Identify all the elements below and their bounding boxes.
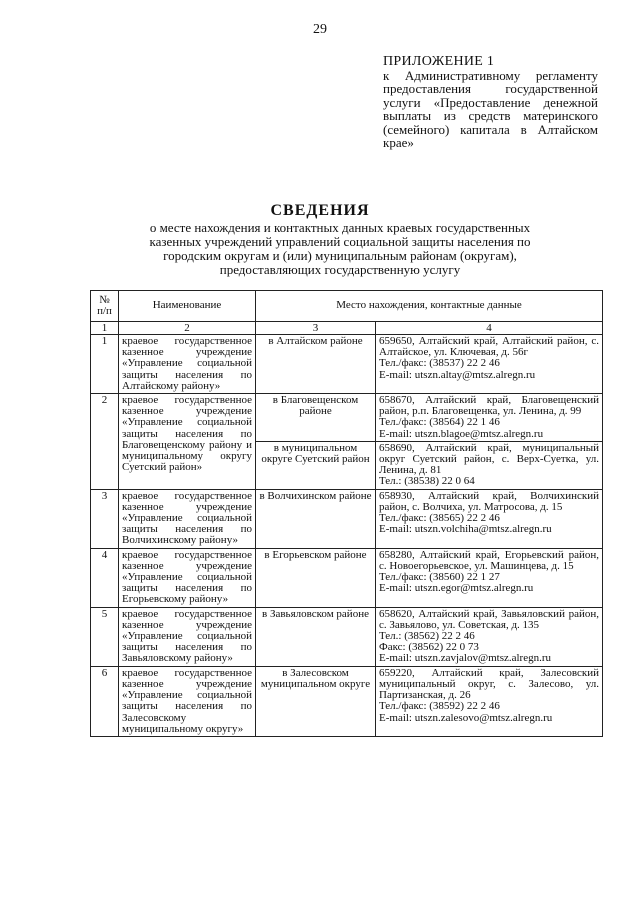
table-header-row	[91, 291, 603, 322]
office-email[interactable]: E-mail: utszn.egor@mtsz.alregn.ru	[379, 582, 534, 595]
office-place: в Волчихинском районе	[256, 489, 376, 548]
row-number: 2	[91, 394, 119, 490]
office-address: 658690, Алтайский край, муниципальный округ Суетский район, с. Верх-Суетка, ул. Ленина, д. 81	[379, 441, 600, 477]
table-row	[91, 489, 603, 548]
column-number: 3	[256, 322, 376, 335]
appendix-block	[383, 55, 598, 150]
institution-name: краевое государственное казенное учреждение «Управление социальной защиты населения по Егорьевскому району»	[119, 548, 256, 607]
office-place: в Алтайском районе	[256, 335, 376, 394]
appendix-title: ПРИЛОЖЕНИЕ 1	[383, 54, 495, 69]
table-row	[91, 548, 603, 607]
office-phone: Тел./факс: (38565) 22 2 46	[379, 512, 500, 525]
office-place: в муниципальном округе Суетский район	[256, 441, 376, 489]
office-contacts	[376, 335, 603, 394]
institutions-table	[90, 290, 603, 737]
office-fax: Факс: (38562) 22 0 73	[379, 641, 479, 654]
institution-name: краевое государственное казенное учреждение «Управление социальной защиты населения по Алтайскому району»	[119, 335, 256, 394]
header-contacts: Место нахождения, контактные данные	[256, 291, 603, 322]
office-email[interactable]: E-mail: utszn.zalesovo@mtsz.alregn.ru	[379, 711, 553, 724]
office-contacts	[376, 489, 603, 548]
institution-name: краевое государственное казенное учреждение «Управление социальной защиты населения по Завьяловскому району»	[119, 607, 256, 666]
office-phone: Тел.: (38562) 22 2 46	[379, 630, 475, 643]
row-number: 5	[91, 607, 119, 666]
header-name: Наименование	[119, 291, 256, 322]
office-address: 659650, Алтайский край, Алтайский район, с. Алтайское, ул. Ключевая, д. 56г	[379, 335, 600, 359]
office-place: в Завьяловском районе	[256, 607, 376, 666]
row-number: 3	[91, 489, 119, 548]
office-phone: Тел.: (38538) 22 0 64	[379, 475, 475, 488]
office-address: 659220, Алтайский край, Залесовский муниципальный округ, с. Залесово, ул. Партизанская, д. 26	[379, 666, 600, 702]
office-place: в Егорьевском районе	[256, 548, 376, 607]
header-num: № п/п	[91, 291, 119, 322]
office-place: в Благовещенском районе	[256, 394, 376, 442]
column-number: 2	[119, 322, 256, 335]
office-contacts	[376, 607, 603, 666]
office-phone: Тел./факс: (38537) 22 2 46	[379, 357, 500, 370]
row-number: 6	[91, 666, 119, 736]
office-email[interactable]: E-mail: utszn.blagoe@mtsz.alregn.ru	[379, 427, 544, 440]
table-row	[91, 394, 603, 442]
institution-name: краевое государственное казенное учреждение «Управление социальной защиты населения по Благовещенскому району и муниципальному округу Суетский район»	[119, 394, 256, 490]
office-contacts	[376, 548, 603, 607]
office-place: в Залесовском муниципальном округе	[256, 666, 376, 736]
column-numbers-row	[91, 322, 603, 335]
office-email[interactable]: E-mail: utszn.zavjalov@mtsz.alregn.ru	[379, 652, 552, 665]
column-number: 4	[376, 322, 603, 335]
document-title: СВЕДЕНИЯ	[270, 202, 370, 219]
office-address: 658930, Алтайский край, Волчихинский район, с. Волчиха, ул. Матросова, д. 15	[379, 489, 600, 513]
institution-name: краевое государственное казенное учреждение «Управление социальной защиты населения по Залесовскому муниципальному округу»	[119, 666, 256, 736]
institution-name: краевое государственное казенное учреждение «Управление социальной защиты населения по Волчихинскому району»	[119, 489, 256, 548]
document-subtitle: о месте нахождения и контактных данных краевых государственных казенных учреждений управлений социальной защиты населения по городским округам и (или) муниципальным районам (округам), предоставляющих государственную услугу	[149, 220, 531, 277]
appendix-text: к Административному регламенту предоставления государственной услуги «Предоставление денежной выплаты из средств материнского (семейного) капитала в Алтайском крае»	[383, 67, 598, 150]
office-contacts	[376, 666, 603, 736]
table-row	[91, 335, 603, 394]
office-contacts	[376, 441, 603, 489]
office-contacts	[376, 394, 603, 442]
office-email[interactable]: E-mail: utszn.altay@mtsz.alregn.ru	[379, 368, 536, 381]
office-phone: Тел./факс: (38564) 22 1 46	[379, 416, 500, 429]
page-number: 29	[313, 22, 327, 37]
office-address: 658280, Алтайский край, Егорьевский район, с. Новоегорьевское, ул. Машинцева, д. 15	[379, 548, 600, 572]
office-phone: Тел./факс: (38560) 22 1 27	[379, 571, 500, 584]
row-number: 1	[91, 335, 119, 394]
office-address: 658620, Алтайский край, Завьяловский район, с. Завьялово, ул. Советская, д. 135	[379, 607, 600, 631]
table-row	[91, 607, 603, 666]
office-address: 658670, Алтайский край, Благовещенский район, р.п. Благовещенка, ул. Ленина, д. 99	[379, 394, 600, 418]
office-phone: Тел./факс: (38592) 22 2 46	[379, 700, 500, 713]
table-row	[91, 666, 603, 736]
row-number: 4	[91, 548, 119, 607]
column-number: 1	[91, 322, 119, 335]
office-email[interactable]: E-mail: utszn.volchiha@mtsz.alregn.ru	[379, 523, 552, 536]
